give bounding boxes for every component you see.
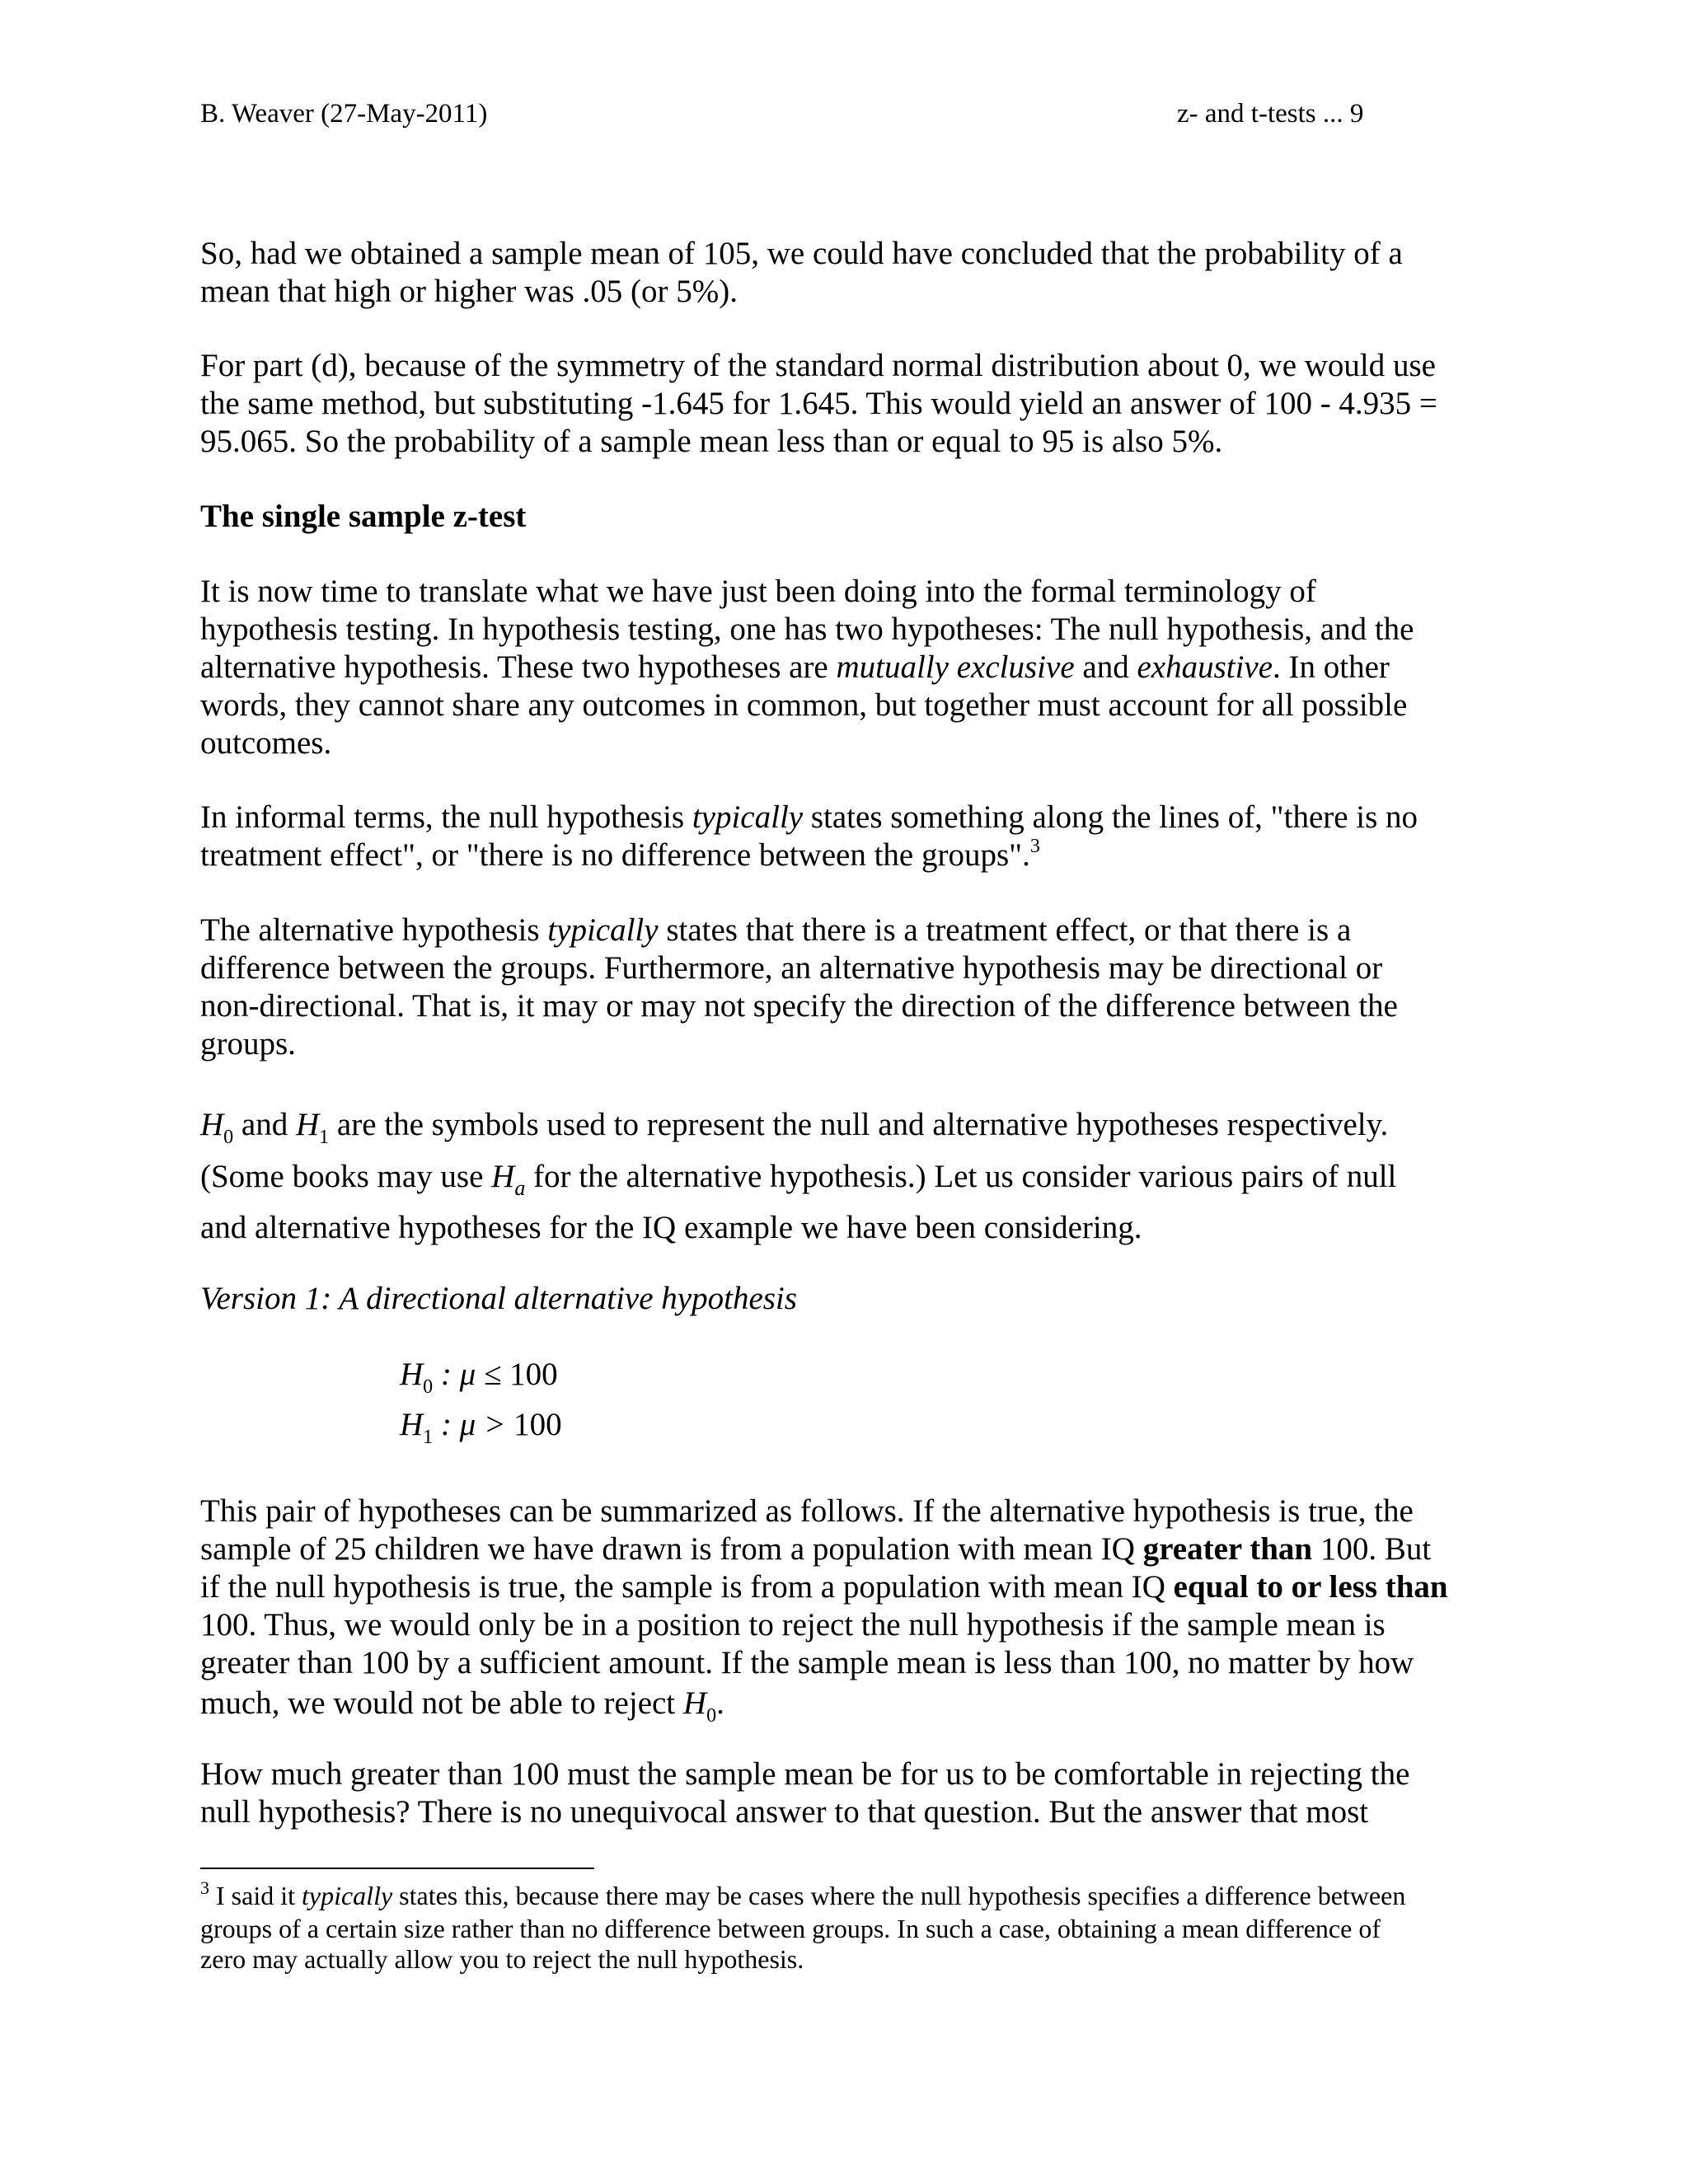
- symbol-h0: $H_0$: [682, 1685, 717, 1727]
- text-line: alternative hypothesis. These two hypotheses are mutually exclusive and exhaustive. In other: [200, 649, 1390, 685]
- text-line: How much greater than 100 must the sample mean be for us to be comfortable in rejecting the: [200, 1756, 1410, 1792]
- footnote-3: [200, 1877, 1406, 1975]
- text-line: It is now time to translate what we have just been doing into the formal terminology of: [200, 574, 1316, 609]
- text-line: This pair of hypotheses can be summarized as follows. If the alternative hypothesis is true, the: [200, 1493, 1414, 1529]
- emphasis-exhaustive: exhaustive: [1137, 649, 1273, 685]
- symbol-ha: $H_a$: [491, 1159, 526, 1200]
- paragraph-hypothesis-testing: [200, 573, 1414, 762]
- paragraph-how-much-greater: [200, 1755, 1409, 1831]
- emphasis-typically: typically: [301, 1881, 393, 1910]
- text-line: words, they cannot share any outcomes in common, but together must account for all possible: [200, 687, 1408, 723]
- emphasis-typically: typically: [547, 912, 659, 948]
- running-header-title-page: z- and t-tests ... 9: [1177, 99, 1364, 129]
- emphasis-equal-or-less: equal to or less than: [1173, 1569, 1448, 1605]
- paragraph-null-hypothesis: [200, 799, 1418, 879]
- emphasis-mutually-exclusive: mutually exclusive: [836, 649, 1075, 685]
- text-line: groups of a certain size rather than no difference between groups. In such a case, obtaining a mean difference of: [200, 1914, 1381, 1943]
- equation-null-hypothesis: $H_0$ : μ ≤ 100: [400, 1357, 558, 1398]
- text-line: the same method, but substituting -1.645 for 1.645. This would yield an answer of 100 - 4.935 =: [200, 386, 1437, 421]
- paragraph-sample-mean-105: [200, 235, 1403, 311]
- text-line: greater than 100 by a sufficient amount. If the sample mean is less than 100, no matter by how: [200, 1645, 1414, 1680]
- version-1-subheading: Version 1: A directional alternative hypothesis: [200, 1281, 797, 1316]
- paragraph-hypotheses-summary: [200, 1493, 1448, 1729]
- text-line: sample of 25 children we have drawn is from a population with mean IQ greater than 100. But: [200, 1531, 1432, 1567]
- text-line: null hypothesis? There is no unequivocal answer to that question. But the answer that most: [200, 1794, 1369, 1830]
- emphasis-typically: typically: [692, 799, 804, 835]
- text-line: mean that high or higher was .05 (or 5%).: [200, 274, 738, 309]
- emphasis-greater-than: greater than: [1142, 1531, 1313, 1567]
- text-line: outcomes.: [200, 725, 332, 761]
- footnote-reference[interactable]: 3: [1029, 836, 1040, 857]
- text-line: $H_0$ and $H_1$ are the symbols used to represent the null and alternative hypotheses respectively.: [200, 1107, 1389, 1148]
- text-line: and alternative hypotheses for the IQ example we have been considering.: [200, 1210, 1142, 1245]
- text-line: $^3$ I said it typically states this, because there may be cases where the null hypothesis specifies a difference between: [200, 1877, 1406, 1910]
- text-line: (Some books may use $H_a$ for the alternative hypothesis.) Let us consider various pairs of null: [200, 1159, 1397, 1200]
- equation-alternative-hypothesis: $H_1$ : μ > 100: [400, 1407, 562, 1448]
- text-line: non-directional. That is, it may or may not specify the direction of the difference between the: [200, 988, 1398, 1024]
- text-line: 95.065. So the probability of a sample mean less than or equal to 95 is also 5%.: [200, 424, 1223, 459]
- paragraph-part-d: [200, 347, 1437, 461]
- text-line: zero may actually allow you to reject the null hypothesis.: [200, 1944, 804, 1974]
- text-line: In informal terms, the null hypothesis typically states something along the lines of, "there is no: [200, 799, 1418, 835]
- text-line: if the null hypothesis is true, the sample is from a population with mean IQ equal to or less than: [200, 1569, 1448, 1605]
- text-line: much, we would not be able to reject $H_0$.: [200, 1685, 724, 1727]
- paragraph-alternative-hypothesis: [200, 912, 1398, 1063]
- text-line: 100. Thus, we would only be in a position to reject the null hypothesis if the sample mean is: [200, 1607, 1386, 1643]
- section-heading: The single sample z-test: [200, 499, 527, 534]
- text-line: The alternative hypothesis typically states that there is a treatment effect, or that there is a: [200, 912, 1352, 948]
- paragraph-hypothesis-symbols: [200, 1101, 1396, 1252]
- symbol-h0: $H_0$: [200, 1107, 234, 1148]
- text-line: difference between the groups. Furthermore, an alternative hypothesis may be directional or: [200, 950, 1383, 986]
- footnote-number: 3: [200, 1877, 209, 1898]
- text-line: For part (d), because of the symmetry of the standard normal distribution about 0, we would use: [200, 348, 1436, 383]
- text-line: So, had we obtained a sample mean of 105, we could have concluded that the probability of a: [200, 236, 1403, 271]
- symbol-h1: $H_1$: [295, 1107, 330, 1148]
- text-line: treatment effect", or "there is no difference between the groups".$^3$: [200, 836, 1040, 873]
- text-line: hypothesis testing. In hypothesis testing, one has two hypotheses: The null hypothesis, and the: [200, 612, 1414, 647]
- footnote-separator: [200, 1868, 594, 1869]
- text-line: groups.: [200, 1026, 296, 1062]
- running-header-author: B. Weaver (27-May-2011): [200, 99, 488, 129]
